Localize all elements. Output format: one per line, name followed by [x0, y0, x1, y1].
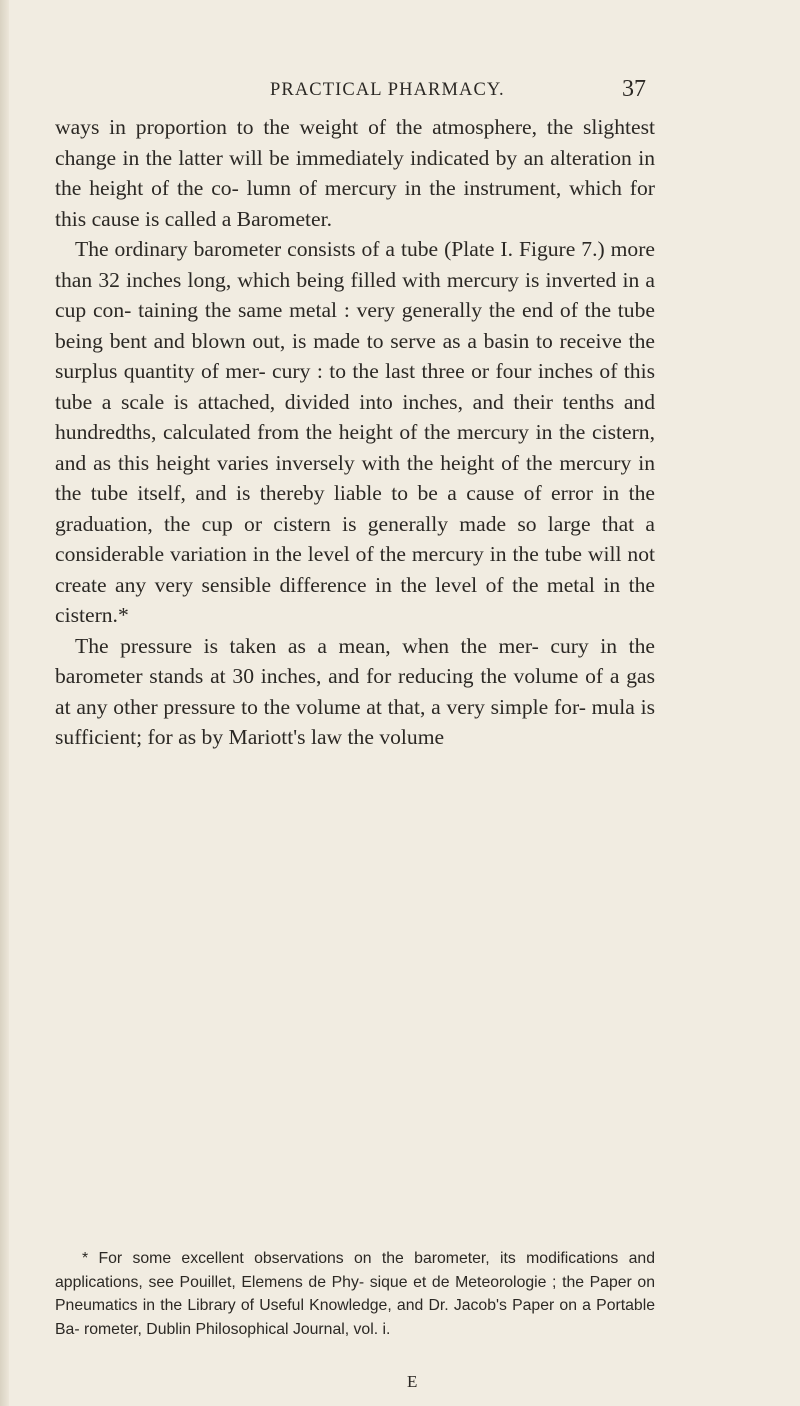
paragraph-1: ways in proportion to the weight of the atmosphere, the slightest change in the latter will be immediately indicated by an alteration in the height of the co- lumn of mercury in the instrument, which for this cause is called a Barometer.: [55, 115, 655, 231]
running-head: [270, 76, 646, 106]
signature-mark: E: [407, 1372, 418, 1391]
page-binding-edge: [0, 0, 9, 1406]
running-title: PRACTICAL PHARMACY.: [270, 80, 505, 100]
footnote: [55, 1247, 655, 1341]
paragraph-2: The ordinary barometer consists of a tube (Plate I. Figure 7.) more than 32 inches long, which being filled with mercury is inverted in a cup con- taining the same metal : very generally the end of the tube being bent and blown out, is made to serve as a basin to receive the surplus quantity of mer- cury : to the last three or four inches of this tube a scale is attached, divided into inches, and their tenths and hundredths, calculated from the height of the mercury in the cistern, and as this height varies inversely with the height of the mercury in the tube itself, and is thereby liable to be a cause of error in the graduation, the cup or cistern is generally made so large that a considerable variation in the level of the mercury in the tube will not create any very sensible difference in the level of the metal in the cistern.*: [55, 237, 655, 627]
paragraph-3: The pressure is taken as a mean, when the mer- cury in the barometer stands at 30 inches, and for reducing the volume of a gas at any other pressure to the volume at that, a very simple for- mula is sufficient; for as by Mariott's law the volume: [55, 633, 655, 749]
footnote-text: * For some excellent observations on the barometer, its modifications and applications, see Pouillet, Elemens de Phy- sique et de Meteorologie ; the Paper on Pneumatics in the Library of Useful Knowledge, and Dr. Jacob's Paper on a Portable Ba- rometer, Dublin Philosophical Journal, vol. i.: [55, 1250, 655, 1338]
body-text: [55, 112, 655, 753]
page-number: 37: [622, 76, 646, 102]
